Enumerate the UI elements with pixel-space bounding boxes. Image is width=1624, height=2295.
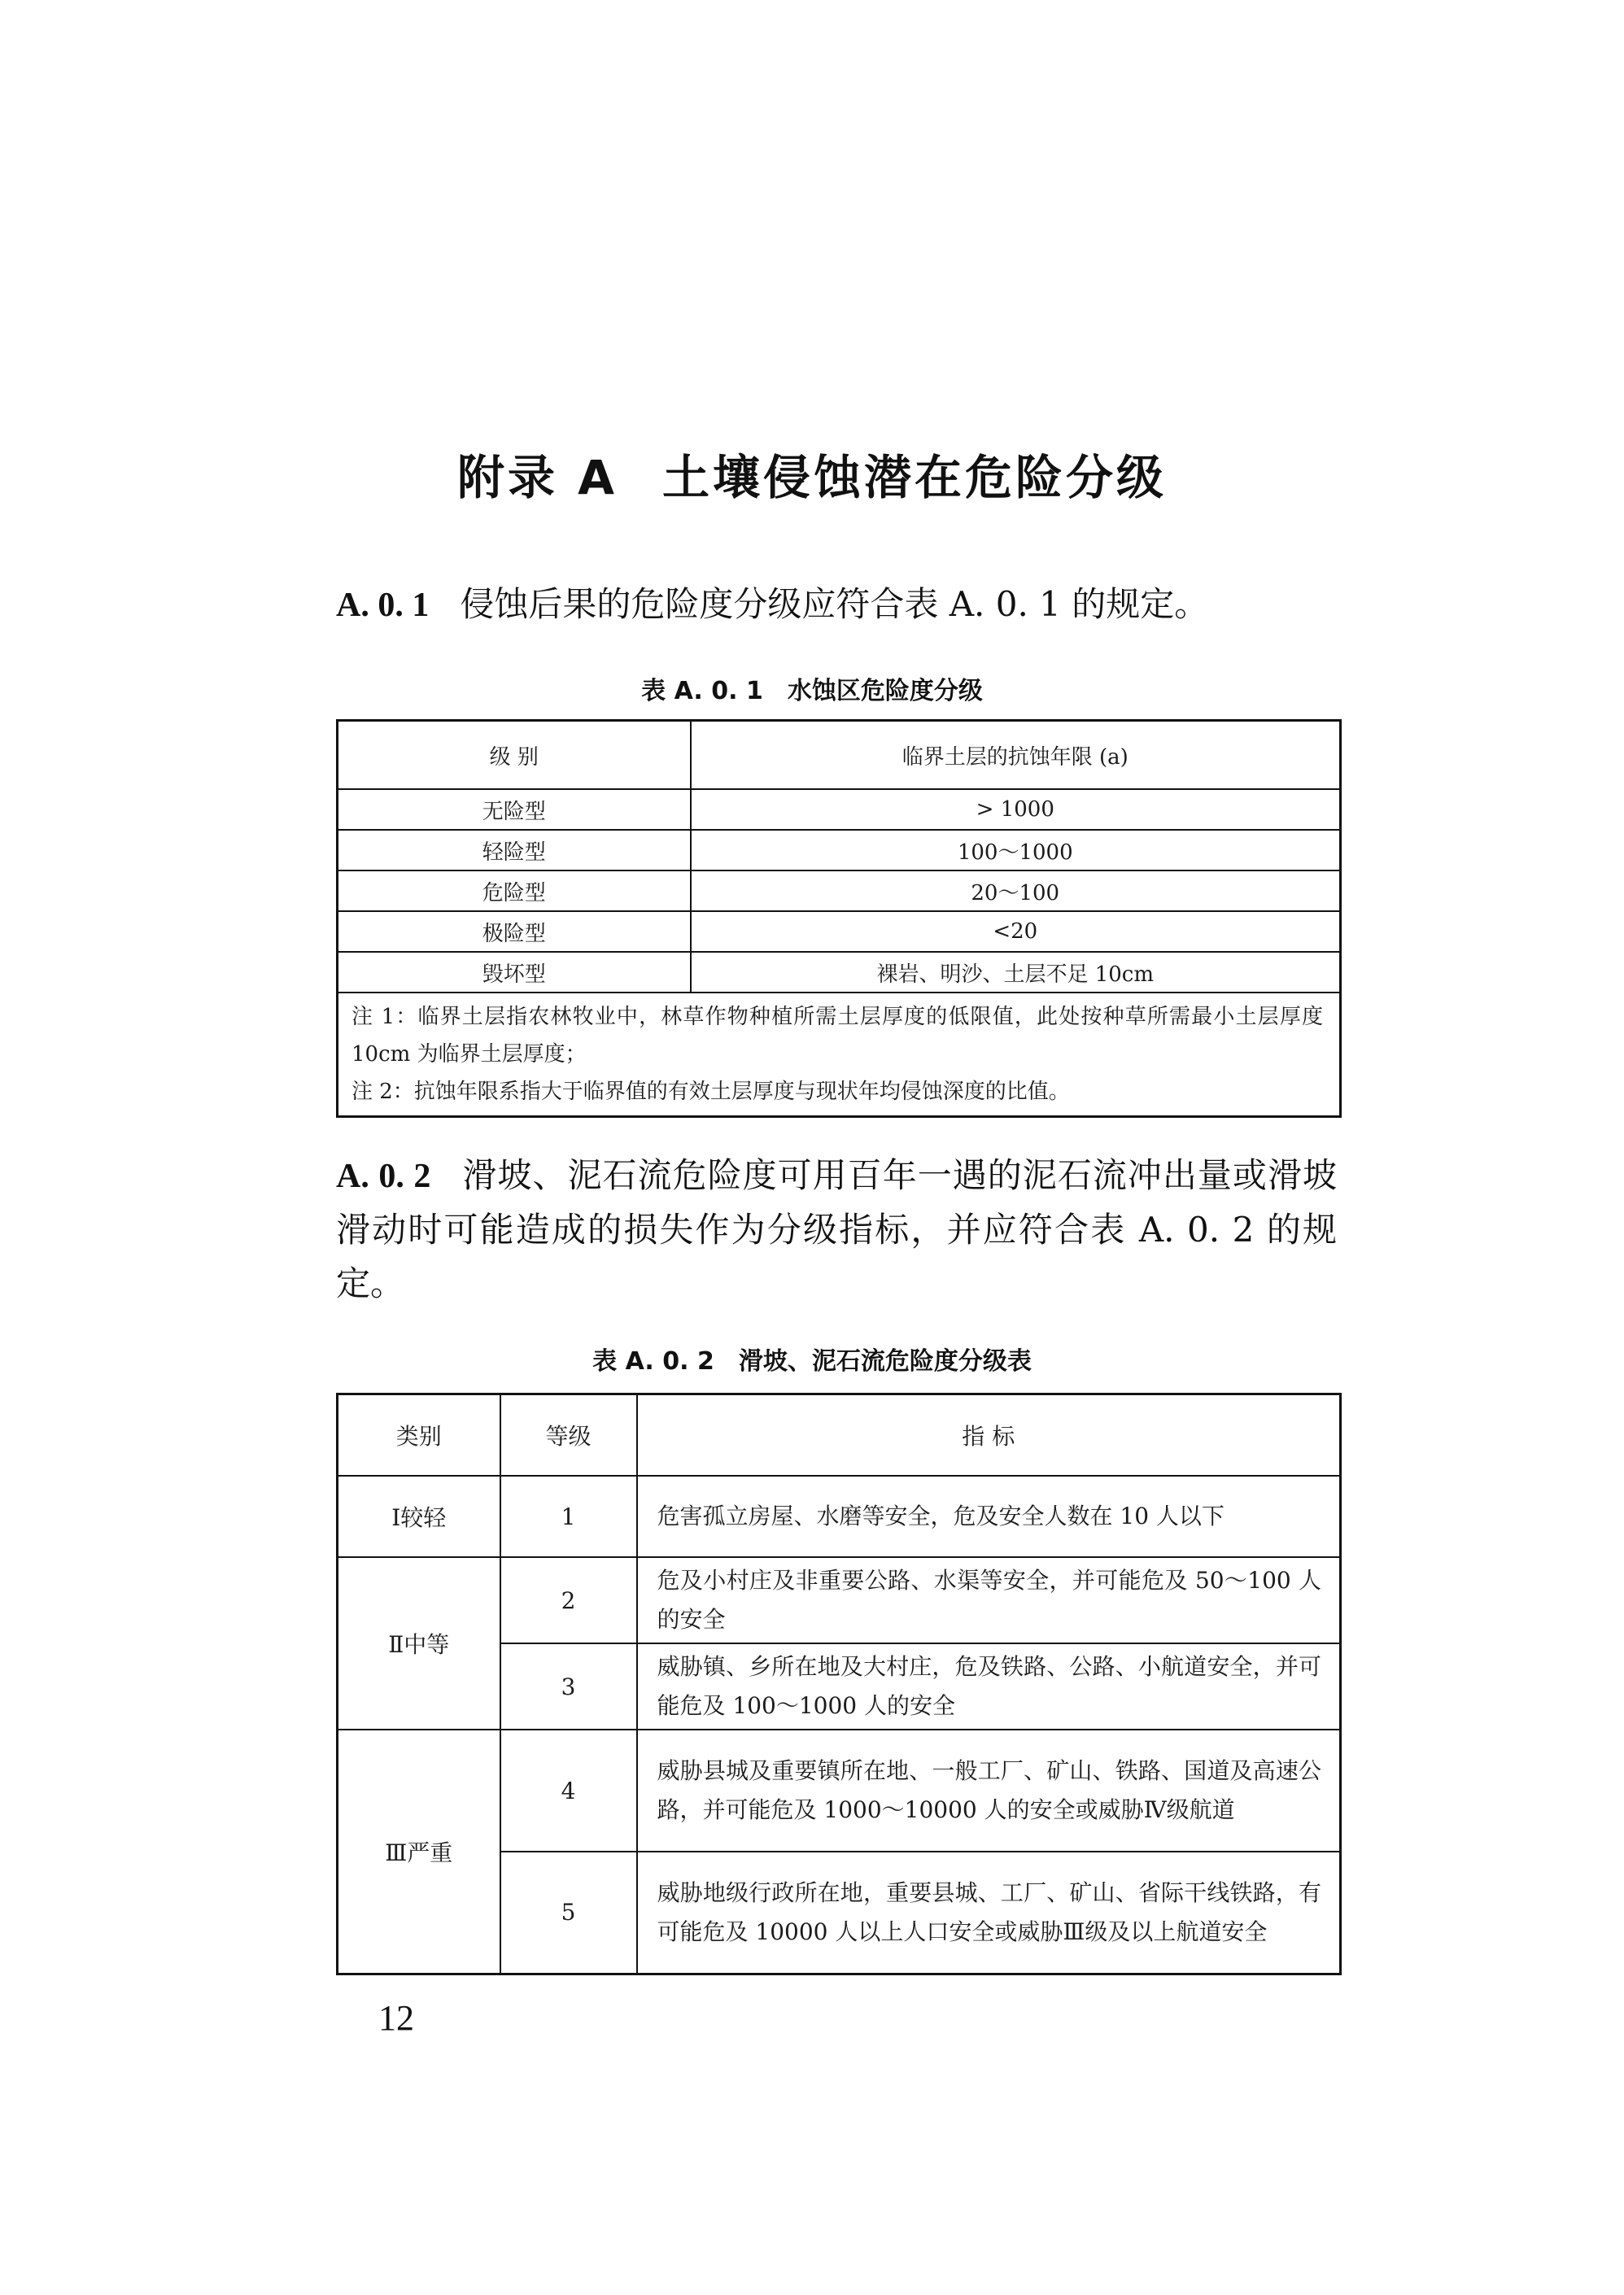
table2-caption-number: 表 A. 0. 2 [592, 1347, 714, 1376]
table2-grade: 3 [500, 1643, 637, 1730]
table1 [336, 719, 1342, 1118]
table1-years: <20 [691, 911, 1341, 952]
clause-text: 滑坡、泥石流危险度可用百年一遇的泥石流冲出量或滑坡滑动时可能造成的损失作为分级指标，并应符合表 A. 0. 2 的规定。 [336, 1155, 1337, 1303]
table2-header-cell: 等级 [500, 1394, 637, 1477]
clause-number: A. 0. 1 [336, 587, 430, 624]
table1-caption [0, 670, 1624, 706]
table-row [338, 952, 1341, 993]
table1-note-2: 注 2：抗蚀年限系指大于临界值的有效土层厚度与现状年均侵蚀深度的比值。 [351, 1080, 1070, 1104]
table2-grade: 2 [500, 1557, 637, 1643]
table-row [338, 1730, 1341, 1852]
table1-header-cell: 临界土层的抗蚀年限 (a) [691, 721, 1341, 790]
table2-indicator: 威胁地级行政所在地，重要县城、工厂、矿山、省际干线铁路，有可能危及 10000 人以上人口安全或威胁Ⅲ级及以上航道安全 [637, 1852, 1341, 1974]
table2-header-cell: 类别 [338, 1394, 500, 1477]
table2-grade: 5 [500, 1852, 637, 1974]
table1-years: 20～100 [691, 870, 1341, 911]
table2-grade: 1 [500, 1476, 637, 1557]
table1-notes-row [338, 993, 1341, 1117]
table1-caption-title: 水蚀区危险度分级 [787, 677, 983, 705]
table2-category: Ⅲ严重 [338, 1730, 500, 1974]
table2-category: Ⅰ较轻 [338, 1476, 500, 1557]
table2-header-cell: 指 标 [637, 1394, 1341, 1477]
table1-level: 无险型 [338, 789, 691, 830]
table2-caption [0, 1341, 1624, 1377]
table1-years: 100～1000 [691, 830, 1341, 870]
table1-notes [338, 993, 1341, 1117]
table2-indicator: 威胁县城及重要镇所在地、一般工厂、矿山、铁路、国道及高速公路，并可能危及 1000～10000 人的安全或威胁Ⅳ级航道 [637, 1730, 1341, 1852]
appendix-subject: 土壤侵蚀潜在危险分级 [662, 450, 1168, 505]
page-number: 12 [378, 1998, 414, 2038]
table2-category: Ⅱ中等 [338, 1557, 500, 1730]
table1-caption-number: 表 A. 0. 1 [641, 677, 763, 705]
table1-level: 极险型 [338, 911, 691, 952]
table-row [338, 870, 1341, 911]
appendix-label: 附录 A [456, 450, 618, 505]
table2 [336, 1393, 1342, 1975]
clause-a01 [336, 578, 1337, 632]
clause-text: 侵蚀后果的危险度分级应符合表 A. 0. 1 的规定。 [460, 584, 1209, 624]
table1-years: > 1000 [691, 789, 1341, 830]
table2-caption-title: 滑坡、泥石流危险度分级表 [738, 1347, 1032, 1376]
clause-number: A. 0. 2 [336, 1158, 431, 1195]
table2-indicator: 危害孤立房屋、水磨等安全，危及安全人数在 10 人以下 [637, 1476, 1341, 1557]
table2-grade: 4 [500, 1730, 637, 1852]
table2-indicator: 威胁镇、乡所在地及大村庄，危及铁路、公路、小航道安全，并可能危及 100～1000 人的安全 [637, 1643, 1341, 1730]
table1-level: 危险型 [338, 870, 691, 911]
table-row [338, 1476, 1341, 1557]
table2-header-row [338, 1394, 1341, 1477]
table1-note-1: 注 1：临界土层指农林牧业中，林草作物种植所需土层厚度的低限值，此处按种草所需最小土层厚度 10cm 为临界土层厚度； [351, 1005, 1323, 1067]
table1-level: 毁坏型 [338, 952, 691, 993]
table-row [338, 911, 1341, 952]
clause-a02 [336, 1149, 1337, 1311]
table-row [338, 830, 1341, 870]
table-row [338, 789, 1341, 830]
table-row [338, 1557, 1341, 1643]
table1-years: 裸岩、明沙、土层不足 10cm [691, 952, 1341, 993]
table2-indicator: 危及小村庄及非重要公路、水渠等安全，并可能危及 50～100 人的安全 [637, 1557, 1341, 1643]
table1-header-cell: 级 别 [338, 721, 691, 790]
table1-level: 轻险型 [338, 830, 691, 870]
table1-header-row [338, 721, 1341, 790]
page-title [0, 439, 1624, 508]
